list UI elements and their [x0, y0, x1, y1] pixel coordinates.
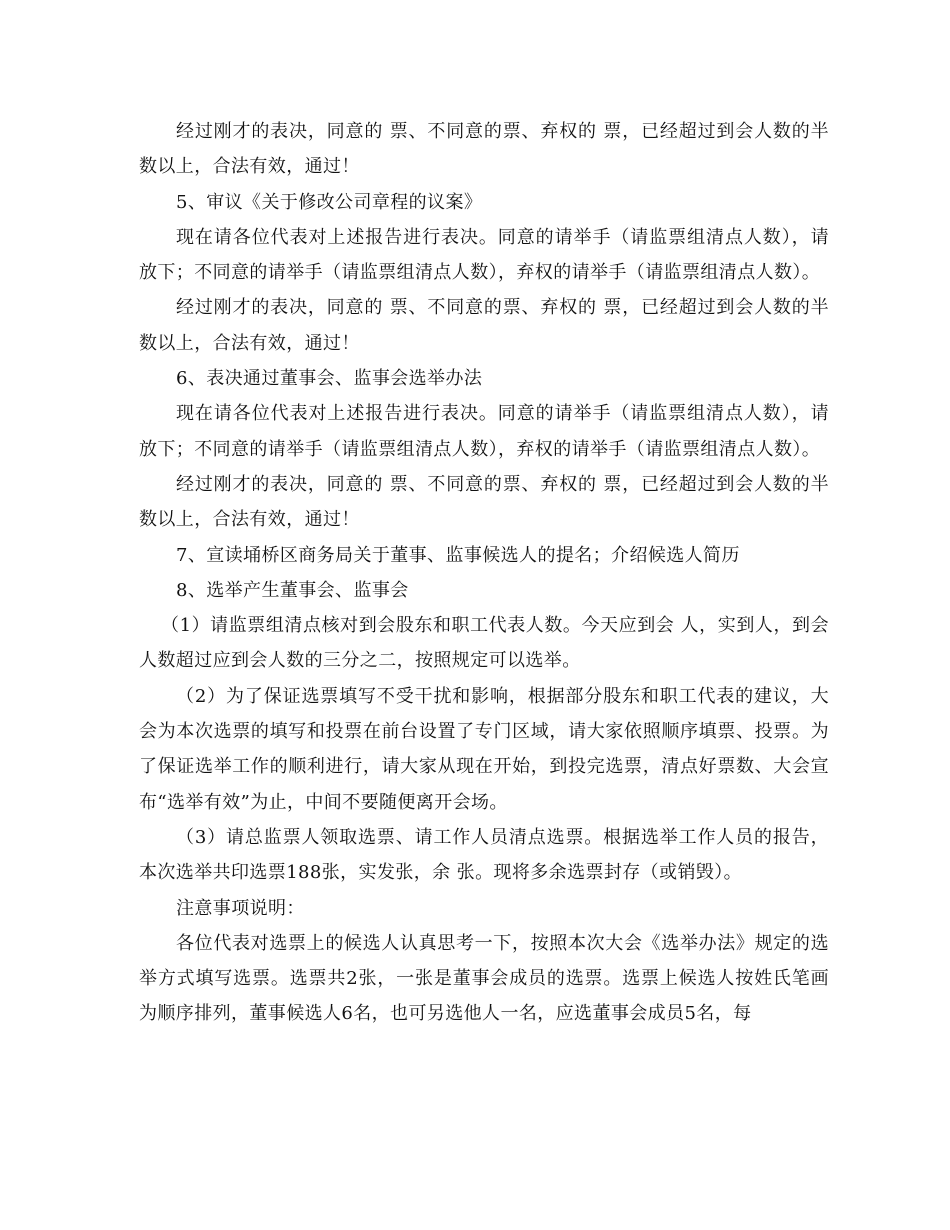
agenda-item-8: 8、选举产生董事会、监事会 — [176, 579, 409, 601]
paragraph-vote-result-1: 经过刚才的表决，同意的 票、不同意的票、弃权的 票，已经超过到会人数的半数以上，合法有效，通过！ — [139, 121, 829, 178]
notes-heading: 注意事项说明： — [176, 897, 305, 919]
agenda-item-5: 5、审议《关于修改公司章程的议案》 — [176, 191, 483, 213]
agenda-item-6: 6、表决通过董事会、监事会选举办法 — [176, 368, 483, 390]
paragraph-vote-result-3: 经过刚才的表决，同意的 票、不同意的票、弃权的 票，已经超过到会人数的半数以上，合法有效，通过！ — [139, 473, 829, 531]
election-step-2: （2）为了保证选票填写不受干扰和影响，根据部分股东和职工代表的建议，大会为本次选票的填写和投票在前台设置了专门区域，请大家依照顺序填票、投票。为了保证选举工作的顺利进行，请大家从现在开始，到投完选票，清点好票数、大会宣布“选举有效”为止，中间不要随便离开会场。 — [139, 685, 829, 813]
notes-paragraph: 各位代表对选票上的候选人认真思考一下，按照本次大会《选举办法》规定的选举方式填写选票。选票共2张，一张是董事会成员的选票。选票上候选人按姓氏笔画为顺序排列，董事候选人6名，也可另选他人一名，应选董事会成员5名，每 — [139, 932, 829, 1025]
document-body — [139, 114, 829, 1032]
election-step-3: （3）请总监票人领取选票、请工作人员清点选票。根据选举工作人员的报告，本次选举共印选票188张，实发张，余 张。现将多余选票封存（或销毁）。 — [139, 826, 829, 884]
paragraph-vote-result-2: 经过刚才的表决，同意的 票、不同意的票、弃权的 票，已经超过到会人数的半数以上，合法有效，通过！ — [139, 297, 829, 354]
election-step-1: （1）请监票组清点核对到会股东和职工代表人数。今天应到会 人，实到人，到会人数超过应到会人数的三分之二，按照规定可以选举。 — [139, 615, 829, 672]
agenda-item-7: 7、宣读埇桥区商务局关于董事、监事候选人的提名；介绍候选人简历 — [176, 544, 740, 566]
paragraph-vote-instruction-2: 现在请各位代表对上述报告进行表决。同意的请举手（请监票组清点人数），请放下；不同意的请举手（请监票组清点人数），弃权的请举手（请监票组清点人数）。 — [139, 403, 829, 460]
paragraph-vote-instruction-1: 现在请各位代表对上述报告进行表决。同意的请举手（请监票组清点人数），请放下；不同意的请举手（请监票组清点人数），弃权的请举手（请监票组清点人数）。 — [139, 226, 829, 284]
